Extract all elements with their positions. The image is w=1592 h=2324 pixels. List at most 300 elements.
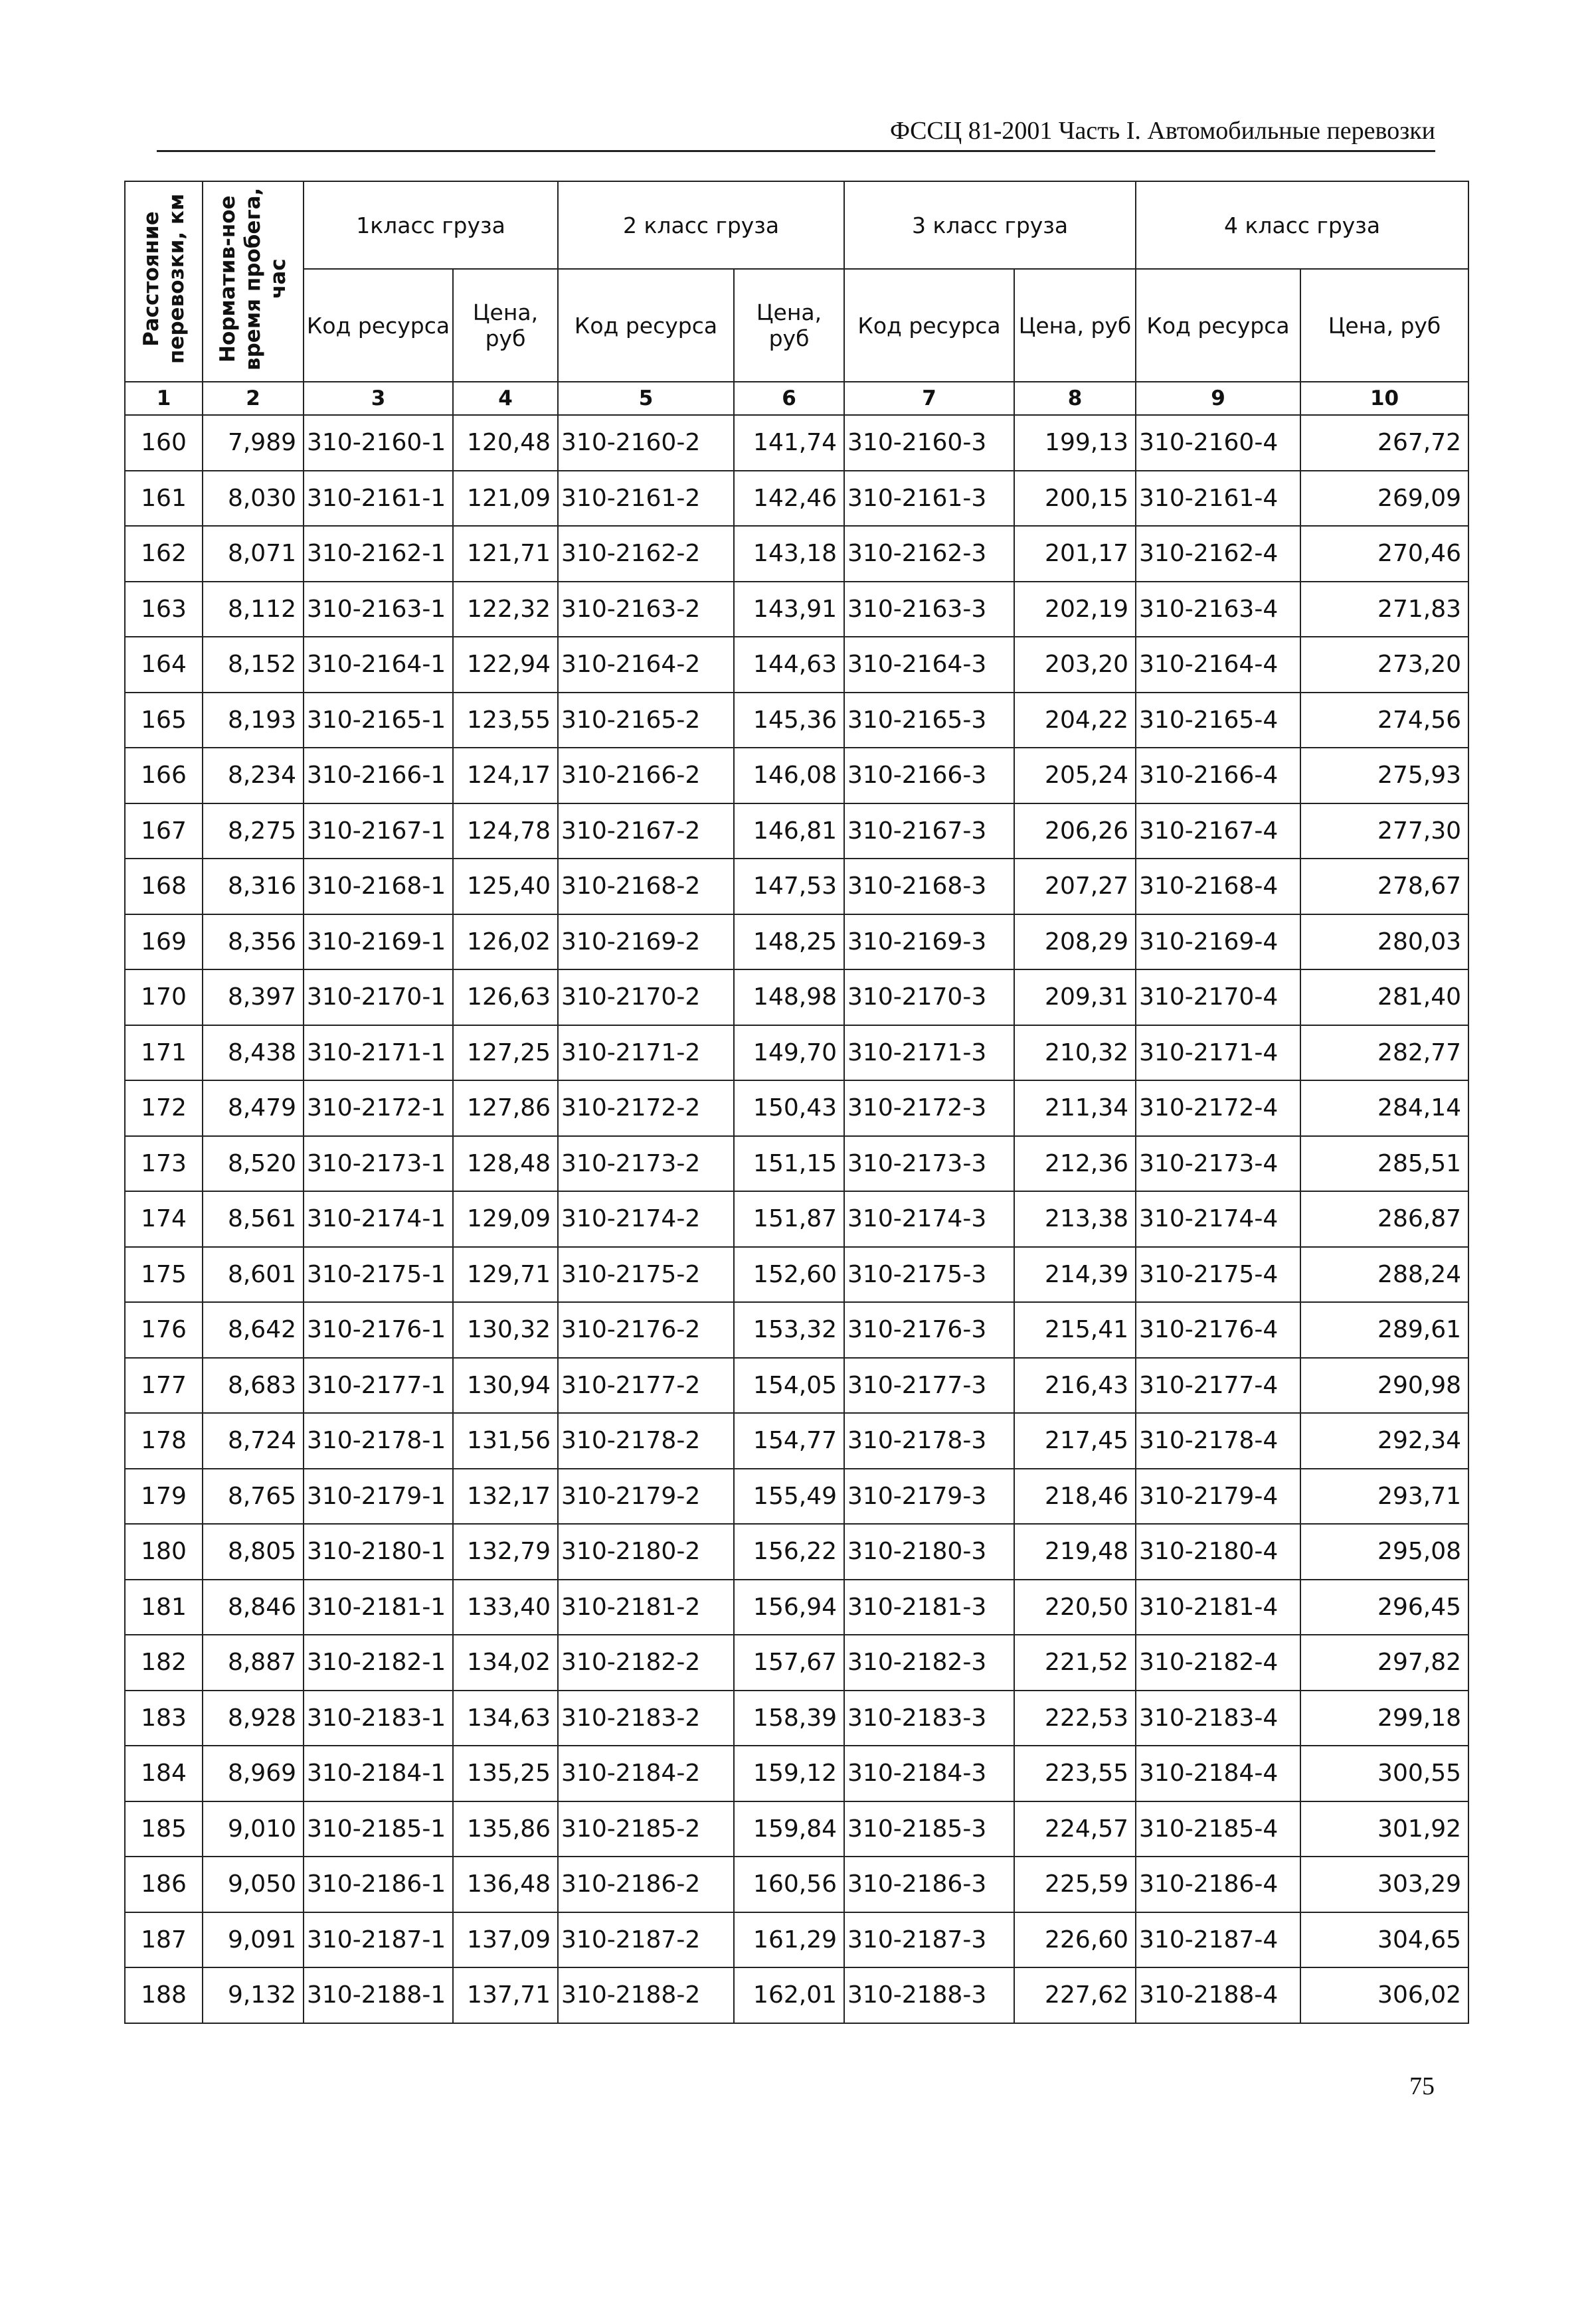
- price-cell-class-4: 282,77: [1300, 1025, 1468, 1081]
- code-cell-class-2: 310-2162-2: [558, 526, 734, 582]
- code-cell-class-1: 310-2186-1: [304, 1857, 453, 1912]
- norm-time-cell: 8,928: [203, 1691, 304, 1746]
- distance-cell: 173: [125, 1136, 203, 1192]
- price-cell-class-3: 226,60: [1014, 1912, 1136, 1968]
- tariff-table: [124, 181, 1469, 2024]
- price-cell-class-2: 151,87: [734, 1191, 844, 1247]
- code-cell-class-4: 310-2174-4: [1136, 1191, 1300, 1247]
- code-cell-class-4: 310-2160-4: [1136, 415, 1300, 471]
- code-cell-class-3: 310-2170-3: [844, 969, 1014, 1025]
- norm-time-cell: 8,316: [203, 859, 304, 914]
- table-row: [125, 693, 1468, 748]
- price-cell-class-2: 148,98: [734, 969, 844, 1025]
- code-cell-class-3: 310-2164-3: [844, 637, 1014, 693]
- price-cell-class-1: 120,48: [453, 415, 558, 471]
- code-cell-class-2: 310-2180-2: [558, 1524, 734, 1580]
- price-cell-class-4: 288,24: [1300, 1247, 1468, 1303]
- price-cell-class-3: 227,62: [1014, 1967, 1136, 2023]
- code-cell-class-4: 310-2176-4: [1136, 1302, 1300, 1358]
- norm-time-cell: 8,275: [203, 803, 304, 859]
- table-row: [125, 1191, 1468, 1247]
- column-number: 9: [1136, 382, 1300, 415]
- table-row: [125, 637, 1468, 693]
- norm-time-cell: 8,846: [203, 1580, 304, 1635]
- price-cell-class-1: 123,55: [453, 693, 558, 748]
- code-cell-class-4: 310-2162-4: [1136, 526, 1300, 582]
- header-distance: Расстояние перевозки, км: [125, 181, 203, 382]
- code-cell-class-2: 310-2175-2: [558, 1247, 734, 1303]
- code-cell-class-4: 310-2175-4: [1136, 1247, 1300, 1303]
- price-cell-class-1: 125,40: [453, 859, 558, 914]
- norm-time-cell: 9,050: [203, 1857, 304, 1912]
- tariff-table-wrapper: [124, 181, 1468, 2024]
- table-row: [125, 1413, 1468, 1469]
- distance-cell: 167: [125, 803, 203, 859]
- norm-time-cell: 8,601: [203, 1247, 304, 1303]
- price-cell-class-4: 281,40: [1300, 969, 1468, 1025]
- code-cell-class-2: 310-2182-2: [558, 1635, 734, 1691]
- header-row-classes: [125, 181, 1468, 269]
- price-cell-class-2: 154,77: [734, 1413, 844, 1469]
- price-cell-class-3: 223,55: [1014, 1746, 1136, 1801]
- norm-time-cell: 8,765: [203, 1469, 304, 1525]
- code-cell-class-4: 310-2171-4: [1136, 1025, 1300, 1081]
- code-cell-class-1: 310-2173-1: [304, 1136, 453, 1192]
- price-cell-class-4: 284,14: [1300, 1080, 1468, 1136]
- code-cell-class-2: 310-2174-2: [558, 1191, 734, 1247]
- column-number: 8: [1014, 382, 1136, 415]
- table-row: [125, 1302, 1468, 1358]
- header-code-3: Код ресурса: [844, 269, 1014, 382]
- code-cell-class-3: 310-2167-3: [844, 803, 1014, 859]
- table-body: [125, 415, 1468, 2023]
- price-cell-class-4: 277,30: [1300, 803, 1468, 859]
- code-cell-class-3: 310-2184-3: [844, 1746, 1014, 1801]
- price-cell-class-4: 300,55: [1300, 1746, 1468, 1801]
- price-cell-class-2: 152,60: [734, 1247, 844, 1303]
- header-price-1: Цена, руб: [453, 269, 558, 382]
- price-cell-class-1: 134,63: [453, 1691, 558, 1746]
- code-cell-class-2: 310-2161-2: [558, 471, 734, 527]
- table-row: [125, 1746, 1468, 1801]
- code-cell-class-4: 310-2164-4: [1136, 637, 1300, 693]
- code-cell-class-4: 310-2182-4: [1136, 1635, 1300, 1691]
- code-cell-class-1: 310-2187-1: [304, 1912, 453, 1968]
- distance-cell: 178: [125, 1413, 203, 1469]
- price-cell-class-3: 199,13: [1014, 415, 1136, 471]
- price-cell-class-1: 132,17: [453, 1469, 558, 1525]
- norm-time-cell: 8,805: [203, 1524, 304, 1580]
- header-price-3: Цена, руб: [1014, 269, 1136, 382]
- norm-time-cell: 8,071: [203, 526, 304, 582]
- price-cell-class-1: 137,71: [453, 1967, 558, 2023]
- price-cell-class-3: 214,39: [1014, 1247, 1136, 1303]
- distance-cell: 186: [125, 1857, 203, 1912]
- code-cell-class-2: 310-2166-2: [558, 748, 734, 803]
- code-cell-class-2: 310-2181-2: [558, 1580, 734, 1635]
- code-cell-class-3: 310-2182-3: [844, 1635, 1014, 1691]
- price-cell-class-1: 135,86: [453, 1801, 558, 1857]
- price-cell-class-4: 267,72: [1300, 415, 1468, 471]
- header-code-2: Код ресурса: [558, 269, 734, 382]
- price-cell-class-4: 296,45: [1300, 1580, 1468, 1635]
- norm-time-cell: 8,642: [203, 1302, 304, 1358]
- code-cell-class-1: 310-2162-1: [304, 526, 453, 582]
- code-cell-class-3: 310-2176-3: [844, 1302, 1014, 1358]
- price-cell-class-3: 211,34: [1014, 1080, 1136, 1136]
- price-cell-class-3: 203,20: [1014, 637, 1136, 693]
- price-cell-class-2: 159,12: [734, 1746, 844, 1801]
- table-row: [125, 1801, 1468, 1857]
- price-cell-class-1: 129,71: [453, 1247, 558, 1303]
- header-class-1: 1класс груза: [304, 181, 558, 269]
- price-cell-class-1: 131,56: [453, 1413, 558, 1469]
- price-cell-class-2: 143,18: [734, 526, 844, 582]
- header-code-4: Код ресурса: [1136, 269, 1300, 382]
- price-cell-class-4: 304,65: [1300, 1912, 1468, 1968]
- code-cell-class-1: 310-2182-1: [304, 1635, 453, 1691]
- code-cell-class-1: 310-2174-1: [304, 1191, 453, 1247]
- code-cell-class-2: 310-2183-2: [558, 1691, 734, 1746]
- price-cell-class-2: 147,53: [734, 859, 844, 914]
- norm-time-cell: 8,887: [203, 1635, 304, 1691]
- price-cell-class-3: 212,36: [1014, 1136, 1136, 1192]
- code-cell-class-2: 310-2167-2: [558, 803, 734, 859]
- price-cell-class-2: 150,43: [734, 1080, 844, 1136]
- distance-cell: 180: [125, 1524, 203, 1580]
- price-cell-class-3: 208,29: [1014, 914, 1136, 970]
- code-cell-class-1: 310-2177-1: [304, 1358, 453, 1414]
- table-row: [125, 1136, 1468, 1192]
- price-cell-class-2: 160,56: [734, 1857, 844, 1912]
- column-number: 7: [844, 382, 1014, 415]
- code-cell-class-4: 310-2187-4: [1136, 1912, 1300, 1968]
- code-cell-class-1: 310-2160-1: [304, 415, 453, 471]
- price-cell-class-4: 278,67: [1300, 859, 1468, 914]
- norm-time-cell: 8,438: [203, 1025, 304, 1081]
- distance-cell: 162: [125, 526, 203, 582]
- code-cell-class-3: 310-2186-3: [844, 1857, 1014, 1912]
- table-row: [125, 526, 1468, 582]
- column-number: 10: [1300, 382, 1468, 415]
- price-cell-class-1: 126,02: [453, 914, 558, 970]
- code-cell-class-3: 310-2165-3: [844, 693, 1014, 748]
- code-cell-class-2: 310-2187-2: [558, 1912, 734, 1968]
- price-cell-class-3: 200,15: [1014, 471, 1136, 527]
- distance-cell: 179: [125, 1469, 203, 1525]
- norm-time-cell: 8,234: [203, 748, 304, 803]
- code-cell-class-2: 310-2179-2: [558, 1469, 734, 1525]
- code-cell-class-3: 310-2187-3: [844, 1912, 1014, 1968]
- price-cell-class-4: 280,03: [1300, 914, 1468, 970]
- price-cell-class-1: 124,17: [453, 748, 558, 803]
- price-cell-class-4: 293,71: [1300, 1469, 1468, 1525]
- column-numbers-row: [125, 382, 1468, 415]
- price-cell-class-4: 273,20: [1300, 637, 1468, 693]
- price-cell-class-2: 145,36: [734, 693, 844, 748]
- norm-time-cell: 8,969: [203, 1746, 304, 1801]
- code-cell-class-2: 310-2163-2: [558, 582, 734, 637]
- column-number: 5: [558, 382, 734, 415]
- price-cell-class-2: 158,39: [734, 1691, 844, 1746]
- code-cell-class-4: 310-2165-4: [1136, 693, 1300, 748]
- page-number: 75: [1409, 2072, 1435, 2100]
- code-cell-class-2: 310-2172-2: [558, 1080, 734, 1136]
- distance-cell: 163: [125, 582, 203, 637]
- code-cell-class-1: 310-2170-1: [304, 969, 453, 1025]
- header-price-4: Цена, руб: [1300, 269, 1468, 382]
- distance-cell: 185: [125, 1801, 203, 1857]
- distance-cell: 165: [125, 693, 203, 748]
- distance-cell: 176: [125, 1302, 203, 1358]
- price-cell-class-3: 204,22: [1014, 693, 1136, 748]
- price-cell-class-4: 292,34: [1300, 1413, 1468, 1469]
- price-cell-class-2: 156,94: [734, 1580, 844, 1635]
- price-cell-class-4: 289,61: [1300, 1302, 1468, 1358]
- code-cell-class-2: 310-2188-2: [558, 1967, 734, 2023]
- header-class-4: 4 класс груза: [1136, 181, 1468, 269]
- norm-time-cell: 8,724: [203, 1413, 304, 1469]
- price-cell-class-4: 301,92: [1300, 1801, 1468, 1857]
- norm-time-cell: 8,356: [203, 914, 304, 970]
- code-cell-class-1: 310-2176-1: [304, 1302, 453, 1358]
- price-cell-class-4: 269,09: [1300, 471, 1468, 527]
- price-cell-class-3: 207,27: [1014, 859, 1136, 914]
- distance-cell: 171: [125, 1025, 203, 1081]
- norm-time-cell: 8,193: [203, 693, 304, 748]
- table-row: [125, 582, 1468, 637]
- price-cell-class-4: 306,02: [1300, 1967, 1468, 2023]
- code-cell-class-2: 310-2184-2: [558, 1746, 734, 1801]
- code-cell-class-1: 310-2181-1: [304, 1580, 453, 1635]
- column-number: 3: [304, 382, 453, 415]
- distance-cell: 161: [125, 471, 203, 527]
- code-cell-class-3: 310-2180-3: [844, 1524, 1014, 1580]
- header-norm-time: Норматив-ное время пробега, час: [203, 181, 304, 382]
- code-cell-class-1: 310-2163-1: [304, 582, 453, 637]
- table-row: [125, 1469, 1468, 1525]
- code-cell-class-3: 310-2177-3: [844, 1358, 1014, 1414]
- distance-cell: 182: [125, 1635, 203, 1691]
- code-cell-class-4: 310-2184-4: [1136, 1746, 1300, 1801]
- norm-time-cell: 7,989: [203, 415, 304, 471]
- code-cell-class-3: 310-2168-3: [844, 859, 1014, 914]
- norm-time-cell: 9,091: [203, 1912, 304, 1968]
- norm-time-cell: 8,397: [203, 969, 304, 1025]
- norm-time-cell: 8,520: [203, 1136, 304, 1192]
- distance-cell: 160: [125, 415, 203, 471]
- code-cell-class-4: 310-2188-4: [1136, 1967, 1300, 2023]
- code-cell-class-1: 310-2169-1: [304, 914, 453, 970]
- distance-cell: 181: [125, 1580, 203, 1635]
- price-cell-class-3: 202,19: [1014, 582, 1136, 637]
- distance-cell: 172: [125, 1080, 203, 1136]
- norm-time-cell: 9,132: [203, 1967, 304, 2023]
- price-cell-class-4: 299,18: [1300, 1691, 1468, 1746]
- table-row: [125, 1857, 1468, 1912]
- code-cell-class-3: 310-2162-3: [844, 526, 1014, 582]
- distance-cell: 183: [125, 1691, 203, 1746]
- code-cell-class-1: 310-2175-1: [304, 1247, 453, 1303]
- code-cell-class-1: 310-2178-1: [304, 1413, 453, 1469]
- code-cell-class-2: 310-2185-2: [558, 1801, 734, 1857]
- norm-time-cell: 9,010: [203, 1801, 304, 1857]
- price-cell-class-3: 205,24: [1014, 748, 1136, 803]
- code-cell-class-3: 310-2174-3: [844, 1191, 1014, 1247]
- price-cell-class-3: 216,43: [1014, 1358, 1136, 1414]
- code-cell-class-2: 310-2164-2: [558, 637, 734, 693]
- code-cell-class-2: 310-2165-2: [558, 693, 734, 748]
- price-cell-class-1: 134,02: [453, 1635, 558, 1691]
- table-row: [125, 415, 1468, 471]
- code-cell-class-3: 310-2161-3: [844, 471, 1014, 527]
- price-cell-class-2: 142,46: [734, 471, 844, 527]
- price-cell-class-1: 128,48: [453, 1136, 558, 1192]
- table-row: [125, 1247, 1468, 1303]
- price-cell-class-3: 224,57: [1014, 1801, 1136, 1857]
- column-number: 2: [203, 382, 304, 415]
- code-cell-class-1: 310-2167-1: [304, 803, 453, 859]
- code-cell-class-4: 310-2169-4: [1136, 914, 1300, 970]
- table-row: [125, 471, 1468, 527]
- code-cell-class-4: 310-2161-4: [1136, 471, 1300, 527]
- code-cell-class-1: 310-2166-1: [304, 748, 453, 803]
- table-row: [125, 969, 1468, 1025]
- code-cell-class-1: 310-2180-1: [304, 1524, 453, 1580]
- price-cell-class-1: 136,48: [453, 1857, 558, 1912]
- code-cell-class-4: 310-2177-4: [1136, 1358, 1300, 1414]
- code-cell-class-1: 310-2165-1: [304, 693, 453, 748]
- price-cell-class-1: 127,25: [453, 1025, 558, 1081]
- code-cell-class-3: 310-2175-3: [844, 1247, 1014, 1303]
- table-row: [125, 1524, 1468, 1580]
- table-row: [125, 1080, 1468, 1136]
- code-cell-class-4: 310-2163-4: [1136, 582, 1300, 637]
- code-cell-class-4: 310-2178-4: [1136, 1413, 1300, 1469]
- price-cell-class-2: 149,70: [734, 1025, 844, 1081]
- price-cell-class-1: 133,40: [453, 1580, 558, 1635]
- code-cell-class-2: 310-2160-2: [558, 415, 734, 471]
- price-cell-class-2: 144,63: [734, 637, 844, 693]
- code-cell-class-1: 310-2183-1: [304, 1691, 453, 1746]
- distance-cell: 184: [125, 1746, 203, 1801]
- distance-cell: 170: [125, 969, 203, 1025]
- code-cell-class-2: 310-2173-2: [558, 1136, 734, 1192]
- price-cell-class-1: 129,09: [453, 1191, 558, 1247]
- norm-time-cell: 8,683: [203, 1358, 304, 1414]
- table-row: [125, 914, 1468, 970]
- column-number: 6: [734, 382, 844, 415]
- price-cell-class-3: 206,26: [1014, 803, 1136, 859]
- norm-time-cell: 8,030: [203, 471, 304, 527]
- code-cell-class-1: 310-2161-1: [304, 471, 453, 527]
- code-cell-class-2: 310-2168-2: [558, 859, 734, 914]
- code-cell-class-2: 310-2177-2: [558, 1358, 734, 1414]
- code-cell-class-3: 310-2169-3: [844, 914, 1014, 970]
- code-cell-class-3: 310-2188-3: [844, 1967, 1014, 2023]
- code-cell-class-1: 310-2164-1: [304, 637, 453, 693]
- code-cell-class-4: 310-2166-4: [1136, 748, 1300, 803]
- code-cell-class-3: 310-2171-3: [844, 1025, 1014, 1081]
- header-class-2: 2 класс груза: [558, 181, 844, 269]
- price-cell-class-2: 157,67: [734, 1635, 844, 1691]
- price-cell-class-1: 122,32: [453, 582, 558, 637]
- price-cell-class-4: 290,98: [1300, 1358, 1468, 1414]
- price-cell-class-4: 285,51: [1300, 1136, 1468, 1192]
- code-cell-class-4: 310-2185-4: [1136, 1801, 1300, 1857]
- header-row-subcolumns: [125, 269, 1468, 382]
- code-cell-class-4: 310-2167-4: [1136, 803, 1300, 859]
- price-cell-class-2: 146,81: [734, 803, 844, 859]
- code-cell-class-3: 310-2185-3: [844, 1801, 1014, 1857]
- price-cell-class-2: 156,22: [734, 1524, 844, 1580]
- distance-cell: 188: [125, 1967, 203, 2023]
- code-cell-class-4: 310-2173-4: [1136, 1136, 1300, 1192]
- distance-cell: 177: [125, 1358, 203, 1414]
- price-cell-class-1: 122,94: [453, 637, 558, 693]
- price-cell-class-4: 303,29: [1300, 1857, 1468, 1912]
- price-cell-class-1: 121,09: [453, 471, 558, 527]
- price-cell-class-3: 220,50: [1014, 1580, 1136, 1635]
- page-header: [157, 112, 1435, 152]
- code-cell-class-1: 310-2185-1: [304, 1801, 453, 1857]
- price-cell-class-3: 213,38: [1014, 1191, 1136, 1247]
- code-cell-class-3: 310-2160-3: [844, 415, 1014, 471]
- column-number: 4: [453, 382, 558, 415]
- price-cell-class-2: 146,08: [734, 748, 844, 803]
- code-cell-class-2: 310-2176-2: [558, 1302, 734, 1358]
- price-cell-class-3: 221,52: [1014, 1635, 1136, 1691]
- price-cell-class-1: 132,79: [453, 1524, 558, 1580]
- code-cell-class-4: 310-2179-4: [1136, 1469, 1300, 1525]
- code-cell-class-4: 310-2168-4: [1136, 859, 1300, 914]
- code-cell-class-3: 310-2183-3: [844, 1691, 1014, 1746]
- code-cell-class-4: 310-2186-4: [1136, 1857, 1300, 1912]
- price-cell-class-2: 153,32: [734, 1302, 844, 1358]
- code-cell-class-3: 310-2179-3: [844, 1469, 1014, 1525]
- header-price-2: Цена, руб: [734, 269, 844, 382]
- code-cell-class-2: 310-2171-2: [558, 1025, 734, 1081]
- price-cell-class-2: 151,15: [734, 1136, 844, 1192]
- table-row: [125, 859, 1468, 914]
- price-cell-class-4: 271,83: [1300, 582, 1468, 637]
- price-cell-class-4: 297,82: [1300, 1635, 1468, 1691]
- price-cell-class-1: 130,32: [453, 1302, 558, 1358]
- code-cell-class-1: 310-2171-1: [304, 1025, 453, 1081]
- code-cell-class-4: 310-2180-4: [1136, 1524, 1300, 1580]
- price-cell-class-3: 222,53: [1014, 1691, 1136, 1746]
- table-row: [125, 1635, 1468, 1691]
- distance-cell: 168: [125, 859, 203, 914]
- code-cell-class-1: 310-2184-1: [304, 1746, 453, 1801]
- table-row: [125, 803, 1468, 859]
- price-cell-class-2: 148,25: [734, 914, 844, 970]
- column-number: 1: [125, 382, 203, 415]
- price-cell-class-3: 209,31: [1014, 969, 1136, 1025]
- code-cell-class-1: 310-2168-1: [304, 859, 453, 914]
- price-cell-class-1: 126,63: [453, 969, 558, 1025]
- code-cell-class-3: 310-2172-3: [844, 1080, 1014, 1136]
- price-cell-class-2: 161,29: [734, 1912, 844, 1968]
- code-cell-class-2: 310-2170-2: [558, 969, 734, 1025]
- price-cell-class-4: 275,93: [1300, 748, 1468, 803]
- code-cell-class-2: 310-2178-2: [558, 1413, 734, 1469]
- price-cell-class-4: 270,46: [1300, 526, 1468, 582]
- price-cell-class-3: 210,32: [1014, 1025, 1136, 1081]
- table-row: [125, 1967, 1468, 2023]
- distance-cell: 166: [125, 748, 203, 803]
- price-cell-class-2: 143,91: [734, 582, 844, 637]
